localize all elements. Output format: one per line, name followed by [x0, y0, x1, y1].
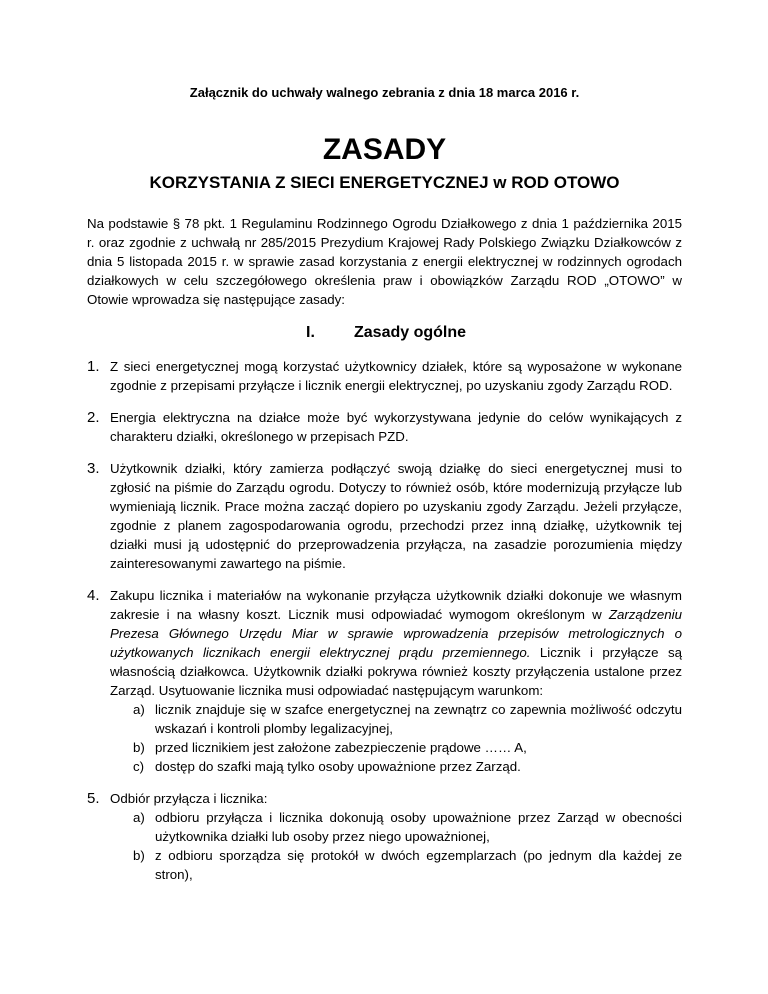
item-number: 5. [87, 790, 100, 807]
item-number: 1. [87, 358, 100, 375]
item-text: Z sieci energetycznej mogą korzystać użytkownicy działek, które są wyposażone w wykonane zgodnie z przepisami przyłącze i licznik energii elektrycznej, po uzyskaniu zgody Zarządu ROD. [110, 359, 682, 393]
sub-text: dostęp do szafki mają tylko osoby upoważnione przez Zarząd. [155, 759, 521, 774]
item-text: Odbiór przyłącza i licznika: [110, 791, 268, 806]
item-text: Energia elektryczna na działce może być wykorzystywana jedynie do celów wynikających z charakteru działki, określonego w przepisach PZD. [110, 410, 682, 444]
sub-letter: b) [133, 848, 145, 863]
section-heading [87, 323, 682, 345]
item-body [110, 586, 682, 700]
annex-note: Załącznik do uchwały walnego zebrania z dnia 18 marca 2016 r. [189, 85, 580, 100]
sub-item [110, 808, 682, 846]
list-item [87, 357, 682, 395]
intro-paragraph: Na podstawie § 78 pkt. 1 Regulaminu Rodzinnego Ogrodu Działkowego z dnia 1 października 2015 r. oraz zgodnie z uchwałą nr 285/2015 Prezydium Krajowej Rady Polskiego Związku Działkowców z dnia 5 listopada 2015 r. w sprawie zasad korzystania z energii elektrycznej w rodzinnych ogrodach działkowych w celu szczegółowego określenia praw i obowiązków Zarządu ROD „OTOWO” w Otowie wprowadza się następujące zasady: [87, 216, 682, 307]
sub-text: z odbioru sporządza się protokół w dwóch egzemplarzach (po jednym dla każdej ze stron), [155, 848, 682, 882]
sub-text: przed licznikiem jest założone zabezpieczenie prądowe …… A, [155, 740, 527, 755]
sub-letter: c) [133, 759, 145, 774]
list-item [87, 789, 682, 884]
sub-list [110, 700, 682, 776]
sub-item [110, 757, 682, 776]
list-item [87, 586, 682, 776]
section-number: I. [306, 324, 315, 341]
sub-text: licznik znajduje się w szafce energetycznej na zewnątrz co zapewnia możliwość odczytu wskazań i kontroli plomby legalizacyjnej, [155, 702, 682, 736]
sub-letter: a) [133, 810, 145, 825]
sub-item [110, 738, 682, 757]
document-subtitle: KORZYSTANIA Z SIECI ENERGETYCZNEJ w ROD OTOWO [149, 173, 620, 192]
item-number: 4. [87, 587, 100, 604]
sub-list [110, 808, 682, 884]
item-number: 2. [87, 409, 100, 426]
sub-item [110, 700, 682, 738]
item-text-italic: Zarządzeniu Prezesa Głównego Urzędu Miar w sprawie wprowadzenia przepisów metrologicznych o użytkowanych licznikach energii elektrycznej prądu przemiennego. [110, 607, 682, 660]
sub-item [110, 846, 682, 884]
item-text: Użytkownik działki, który zamierza podłączyć swoją działkę do sieci energetycznej musi to zgłosić na piśmie do Zarządu ogrodu. Dotyczy to również osób, które modernizują przyłącze lub wymieniają licznik. Prace można zacząć dopiero po uzyskaniu zgody Zarządu. Jeżeli przyłącze, zgodnie z planem zagospodarowania ogrodu, przechodzi przez inną działkę, użytkownik tej działki musi ją udostępnić do przeprowadzenia przyłącza, na zasadzie porozumienia między zainteresowanymi zawartego na piśmie. [110, 461, 682, 571]
item-text: Zakupu licznika i materiałów na wykonanie przyłącza użytkownik działki dokonuje we własnym zakresie i na własny koszt. Licznik musi odpowiadać wymogom określonym w [110, 588, 682, 622]
item-text: Licznik i przyłącze są własnością działkowca. Użytkownik działki pokrywa również koszty przyłączenia ustalone przez Zarząd. Usytuowanie licznika musi odpowiadać następującym warunkom: [110, 645, 682, 698]
list-item [87, 459, 682, 573]
sub-letter: a) [133, 702, 145, 717]
item-number: 3. [87, 460, 100, 477]
document-title: ZASADY [322, 133, 447, 166]
sub-letter: b) [133, 740, 145, 755]
section-title: Zasady ogólne [354, 324, 467, 341]
list-item [87, 408, 682, 446]
rules-list [87, 357, 682, 884]
sub-text: odbioru przyłącza i licznika dokonują osoby upoważnione przez Zarząd w obecności użytkownika działki lub osoby przez niego upoważnionej, [155, 810, 682, 844]
